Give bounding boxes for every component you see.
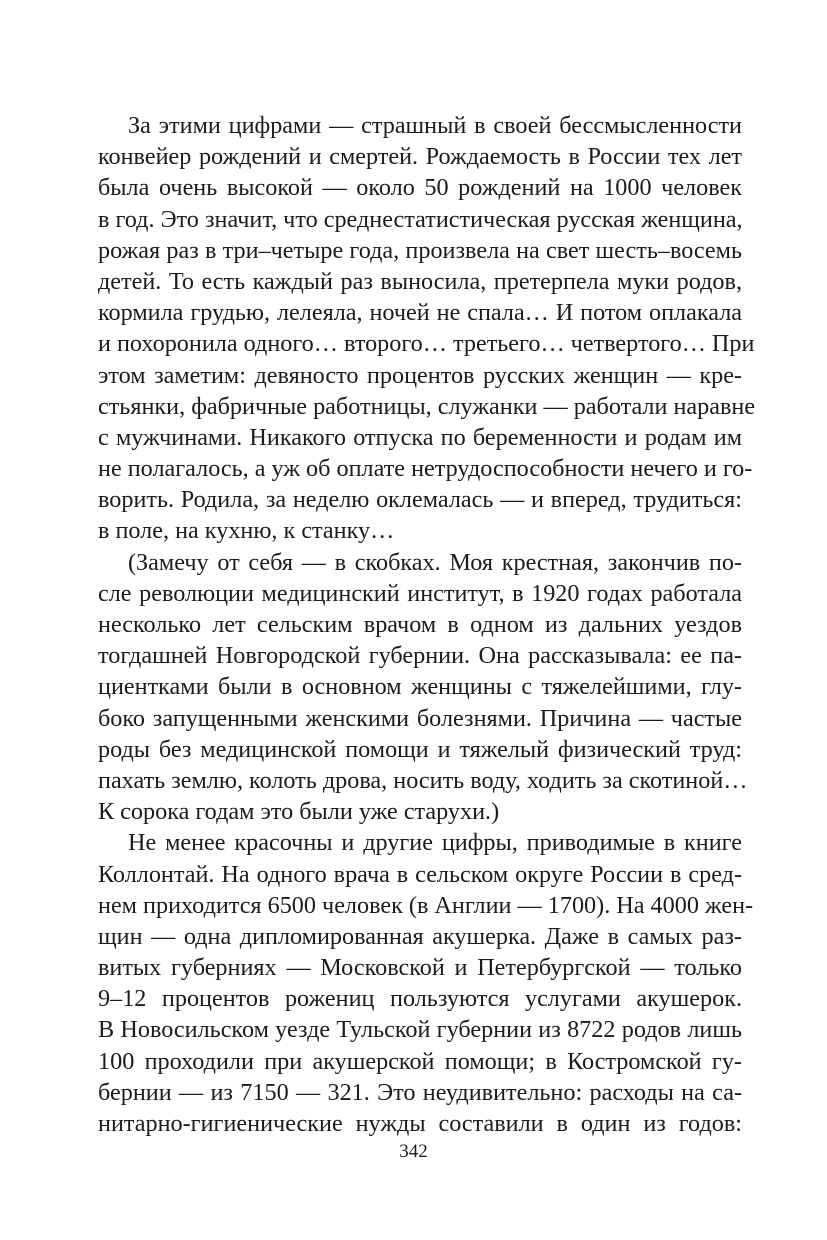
paragraph-3: [98, 827, 754, 1139]
text-line: пахать землю, колоть дрова, носить воду, ходить за скотиной…: [98, 766, 748, 794]
text-line: ворить. Родила, за неделю оклемалась — и вперед, трудиться:: [98, 486, 742, 514]
text-line: 100 проходили при акушерской помощи; в Костромской гу-: [98, 1047, 742, 1075]
text-line: К сорока годам это были уже старухи.): [98, 798, 500, 826]
paragraph-1: [98, 110, 756, 547]
text-line: роды без медицинской помощи и тяжелый физический труд:: [98, 735, 742, 763]
text-line: 9–12 процентов рожениц пользуются услугами акушерок.: [98, 985, 742, 1013]
text-line: несколько лет сельским врачом в одном из дальних уездов: [98, 611, 742, 638]
text-line: тогдашней Новгородской губернии. Она рассказывала: ее па-: [98, 642, 742, 670]
text-line: сле революции медицинский институт, в 1920 годах работала: [98, 579, 742, 607]
text-line: с мужчинами. Никакого отпуска по беременности и родам им: [98, 423, 742, 451]
text-line: витых губерниях — Московской и Петербургской — только: [98, 954, 742, 982]
text-line: За этими цифрами — страшный в своей бессмысленности: [128, 112, 742, 139]
text-line: кормила грудью, лелеяла, ночей не спала… И потом оплакала: [98, 299, 742, 327]
text-line: циентками были в основном женщины с тяжелейшими, глу-: [98, 673, 742, 701]
text-line: и похоронила одного… второго… третьего… четвертого… При: [98, 330, 755, 358]
text-line: в год. Это значит, что среднестатистическая русская женщина,: [98, 205, 743, 233]
page-body: [98, 110, 756, 1139]
text-line: щин — одна дипломированная акушерка. Даже в самых раз-: [98, 922, 742, 950]
text-line: рожая раз в три–четыре года, произвела на свет шесть–восемь: [98, 236, 742, 264]
text-line: этом заметим: девяносто процентов русских женщин — кре-: [98, 361, 742, 389]
text-line: нитарно-гигиенические нужды составили в один из годов:: [98, 1110, 742, 1137]
paragraph-2: [98, 547, 748, 828]
text-line: (Замечу от себя — в скобках. Моя крестная, закончив по-: [128, 548, 742, 576]
text-line: стьянки, фабричные работницы, служанки — работали наравне: [98, 392, 756, 420]
text-line: детей. То есть каждый раз выносила, претерпела муки родов,: [98, 267, 742, 295]
page-number: 342: [399, 1141, 428, 1162]
text-line: конвейер рождений и смертей. Рождаемость в России тех лет: [98, 143, 742, 171]
text-line: была очень высокой — около 50 рождений на 1000 человек: [98, 174, 742, 202]
text-line: бернии — из 7150 — 321. Это неудивительно: расходы на са-: [98, 1078, 742, 1106]
text-line: не полагалось, а уж об оплате нетрудоспособности нечего и го-: [98, 455, 753, 483]
text-line: Коллонтай. На одного врача в сельском округе России в сред-: [98, 860, 742, 888]
text-line: Не менее красочны и другие цифры, приводимые в книге: [128, 829, 742, 857]
text-line: нем приходится 6500 человек (в Англии — 1700). На 4000 жен-: [98, 891, 754, 919]
text-line: В Новосильском уезде Тульской губернии из 8722 родов лишь: [98, 1016, 742, 1044]
text-line: боко запущенными женскими болезнями. Причина — частые: [98, 704, 742, 732]
text-line: в поле, на кухню, к станку…: [98, 517, 395, 545]
